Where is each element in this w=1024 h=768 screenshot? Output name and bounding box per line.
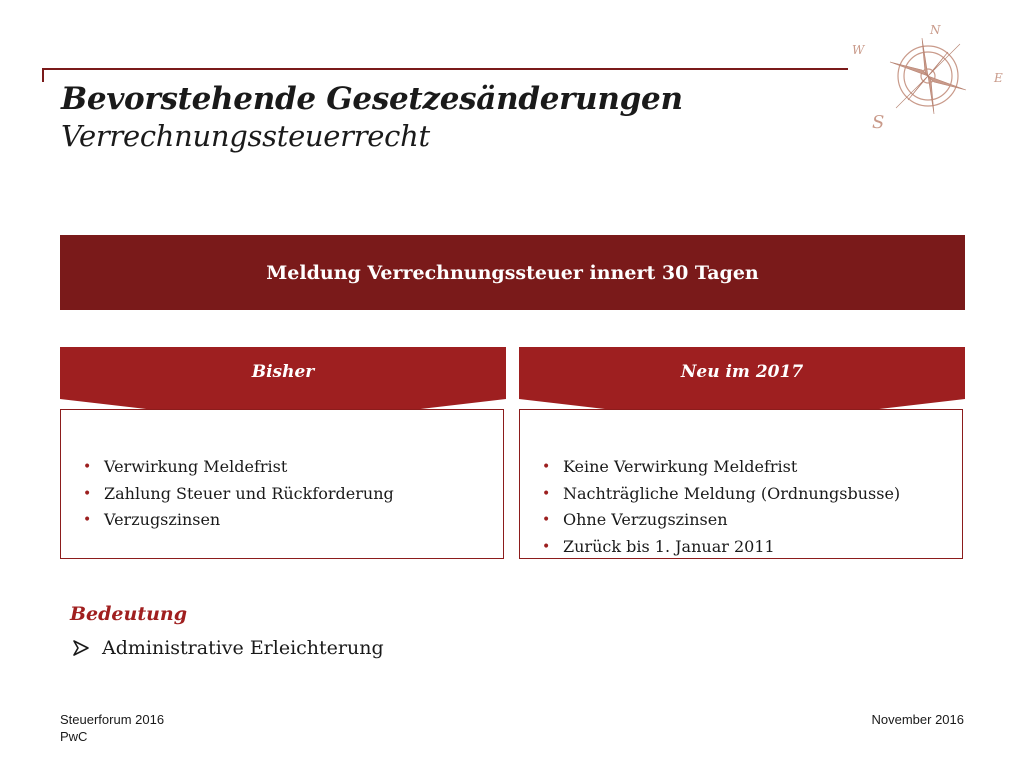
- bullet-icon: •: [542, 512, 551, 528]
- column-header-neu-label: Neu im 2017: [680, 362, 804, 382]
- column-header-bisher-label: Bisher: [251, 362, 315, 382]
- footer-company: PwC: [60, 729, 88, 744]
- significance-item-text: Administrative Erleichterung: [102, 637, 384, 659]
- compass-label-n: N: [930, 24, 941, 37]
- bullet-icon: •: [83, 485, 92, 502]
- title-accent-line: [42, 68, 44, 82]
- arrow-bullet-icon: [72, 639, 90, 657]
- significance-item: [72, 637, 384, 659]
- slide-subtitle: Verrechnungssteuerrecht: [61, 119, 430, 153]
- bullet-icon: •: [542, 538, 551, 555]
- list-item: • Ohne Verzugszinsen: [542, 507, 900, 534]
- footer-left: [60, 711, 164, 745]
- compass-label-w: W: [852, 43, 865, 57]
- footer-date: November 2016: [871, 712, 964, 727]
- slide-title-block: [61, 80, 821, 154]
- bullet-icon: •: [542, 459, 551, 475]
- title-rule: [42, 68, 848, 70]
- list-item: • Zurück bis 1. Januar 2011: [542, 534, 900, 561]
- banner-text: Meldung Verrechnungssteuer innert 30 Tagen: [266, 261, 759, 284]
- significance-heading: Bedeutung: [70, 603, 188, 625]
- list-item: • Nachträgliche Meldung (Ordnungsbusse): [542, 481, 900, 508]
- compass-label-s: S: [872, 112, 885, 133]
- compass-label-e: E: [994, 71, 1003, 85]
- footer-event: Steuerforum 2016: [60, 712, 165, 727]
- list-item: • Zahlung Steuer und Rückforderung: [83, 481, 394, 508]
- list-bisher: [83, 454, 394, 534]
- list-neu: [542, 454, 900, 560]
- compass-rose-icon: [848, 24, 1008, 134]
- list-item: • Verzugszinsen: [83, 507, 394, 534]
- slide-title: Bevorstehende Gesetzesänderungen: [61, 81, 683, 117]
- bullet-icon: •: [83, 459, 92, 475]
- column-box-neu: [519, 409, 963, 559]
- bullet-icon: •: [542, 485, 551, 502]
- main-statement-banner: [60, 235, 965, 310]
- bullet-icon: •: [83, 512, 92, 528]
- list-item: • Keine Verwirkung Meldefrist: [542, 454, 900, 481]
- column-box-bisher: [60, 409, 504, 559]
- list-item: • Verwirkung Meldefrist: [83, 454, 394, 481]
